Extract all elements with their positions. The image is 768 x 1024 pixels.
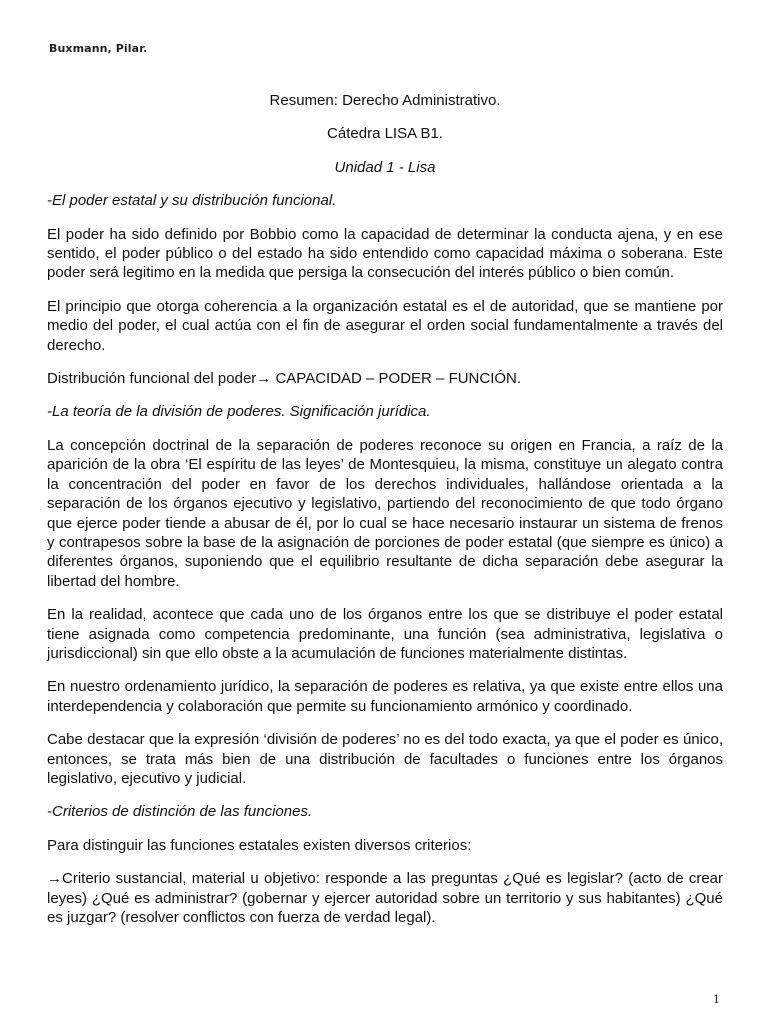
paragraph: Para distinguir las funciones estatales existen diversos criterios: [47, 836, 472, 854]
document-title: Resumen: Derecho Administrativo. [269, 92, 501, 109]
section-heading: -El poder estatal y su distribución funcional. [47, 192, 337, 210]
document-body [47, 91, 723, 941]
paragraph: El principio que otorga coherencia a la organización estatal es el de autoridad, que se mantiene por medio del poder, el cual actúa con el fin de asegurar el orden social fundamentalmente a través del derecho. [47, 297, 723, 354]
section-heading: -Criterios de distinción de las funciones. [47, 803, 313, 821]
course-name: Cátedra LISA B1. [327, 125, 443, 143]
paragraph-distribution [47, 369, 723, 388]
paragraph: El poder ha sido definido por Bobbio como la capacidad de determinar la conducta ajena, y en ese sentido, el poder público o del estado ha sido entendido como capacidad máxima o soberana. Este poder será legitimo en la medida que persiga la consecución del interés público o bien común. [47, 225, 723, 282]
distribution-terms: CAPACIDAD – PODER – FUNCIÓN. [271, 370, 522, 388]
page-number: 1 [713, 993, 720, 1006]
paragraph-criterion [47, 869, 723, 927]
right-arrow-icon: → [256, 370, 272, 388]
criterion-text: Criterio sustancial, material u objetivo: responde a las preguntas ¿Qué es legislar? (acto de crear leyes) ¿Qué es administrar? (gobernar y ejercer autoridad sobre un territorio y sus habitantes) ¿Qué es juzgar? (resolver conflictos con fuerza de verdad legal). [47, 870, 723, 926]
paragraph: Cabe destacar que la expresión ‘división de poderes’ no es del todo exacta, ya que el poder es único, entonces, se trata más bien de una distribución de facultades o funciones entre los órganos legislativo, ejecutivo y judicial. [47, 731, 723, 787]
paragraph: En nuestro ordenamiento jurídico, la separación de poderes es relativa, ya que existe entre ellos una interdependencia y colaboración que permite su funcionamiento armónico y coordinado. [47, 678, 723, 715]
distribution-lead: Distribución funcional del poder [47, 370, 257, 388]
paragraph: La concepción doctrinal de la separación de poderes reconoce su origen en Francia, a raíz de la aparición de la obra ‘El espíritu de las leyes’ de Montesquieu, la misma, constituye un alegato contra la concentración del poder en favor de los derechos individuales, hallándose orientada a la separación de los órganos ejecutivo y legislativo, partiendo del reconocimiento de que todo órgano que ejerce poder tiende a abusar de él, por lo cual se hace necesario instaurar un sistema de frenos y contrapesos sobre la base de la asignación de porciones de poder estatal (que siempre es único) a diferentes órganos, suponiendo que el equilibrio resultante de dicha separación debe asegurar la libertad del hombre. [47, 436, 723, 590]
section-heading: -La teoría de la división de poderes. Significación jurídica. [47, 403, 431, 421]
unit-title: Unidad 1 - Lisa [334, 158, 436, 176]
author-name: Buxmann, Pilar. [49, 42, 148, 55]
paragraph: En la realidad, acontece que cada uno de los órganos entre los que se distribuye el poder estatal tiene asignada como competencia predominante, una función (sea administrativa, legislativa o jurisdiccional) sin que ello obste a la acumulación de funciones materialmente distintas. [47, 606, 723, 662]
right-arrow-icon: → [47, 870, 62, 888]
